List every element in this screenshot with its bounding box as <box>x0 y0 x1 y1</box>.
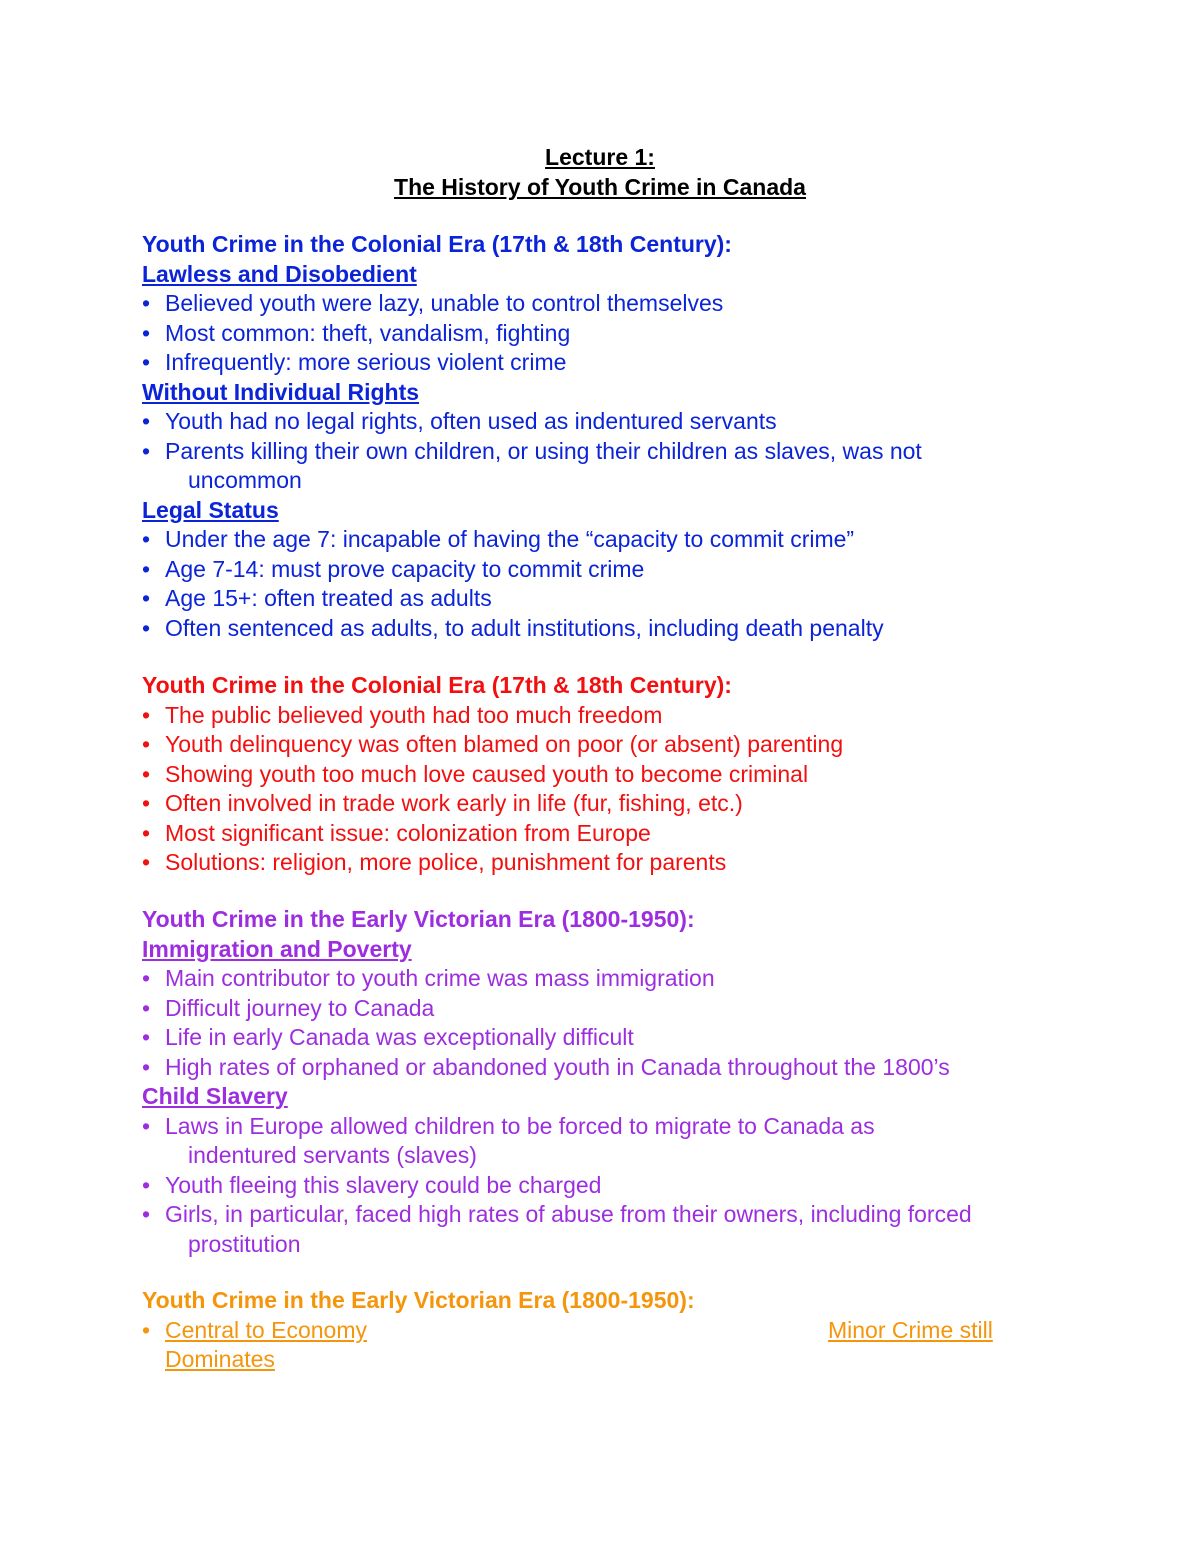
subheading-lawless: Lawless and Disobedient <box>142 260 417 287</box>
bullet-icon: • <box>142 585 151 611</box>
list-item: • Believed youth were lazy, unable to control themselves <box>142 289 1072 319</box>
bullet-icon: • <box>142 437 151 464</box>
subheading-individual-rights: Without Individual Rights <box>142 378 420 405</box>
list-item: • Parents killing their own children, or using their children as slaves, was not <box>142 437 1072 467</box>
list-item: • Youth fleeing this slavery could be charged <box>142 1171 1072 1201</box>
list-item-continuation: indentured servants (slaves) <box>188 1142 477 1168</box>
list-item: • Infrequently: more serious violent crime <box>142 348 1072 378</box>
bullet-icon: • <box>142 1112 151 1139</box>
list-item-continuation: uncommon <box>188 467 302 493</box>
minor-crime-link[interactable]: Minor Crime still <box>828 1316 993 1343</box>
section-heading: Youth Crime in the Colonial Era (17th & 18th Century): <box>142 231 732 257</box>
list-item: • Often sentenced as adults, to adult institutions, including death penalty <box>142 614 1072 644</box>
list-item: • Life in early Canada was exceptionally difficult <box>142 1023 1072 1053</box>
page-title-line2: The History of Youth Crime in Canada <box>394 174 806 200</box>
bullet-icon: • <box>142 1316 151 1343</box>
bullet-icon: • <box>142 526 151 552</box>
bullet-icon: • <box>142 819 151 846</box>
subheading-legal-status: Legal Status <box>142 496 279 523</box>
section-colonial-era-red <box>142 671 1072 878</box>
list-item: • The public believed youth had too much freedom <box>142 701 1072 731</box>
list-item-continuation <box>142 1345 1072 1375</box>
list-item <box>142 1316 1072 1346</box>
list-item: • Youth delinquency was often blamed on poor (or absent) parenting <box>142 730 1072 760</box>
bullet-icon: • <box>142 555 151 582</box>
section-victorian-era-orange <box>142 1286 1072 1375</box>
bullet-icon: • <box>142 1024 151 1050</box>
subheading-child-slavery: Child Slavery <box>142 1083 288 1109</box>
section-heading: Youth Crime in the Early Victorian Era (1800-1950): <box>142 1287 695 1313</box>
bullet-icon: • <box>142 614 151 641</box>
bullet-icon: • <box>142 408 151 434</box>
list-item: • Girls, in particular, faced high rates of abuse from their owners, including forced <box>142 1200 1072 1230</box>
page-title-line1: Lecture 1: <box>545 144 655 170</box>
list-item: • Showing youth too much love caused youth to become criminal <box>142 760 1072 790</box>
list-item-continuation: prostitution <box>188 1230 301 1257</box>
bullet-icon: • <box>142 1171 151 1198</box>
bullet-icon: • <box>142 1053 151 1080</box>
list-item: • Often involved in trade work early in life (fur, fishing, etc.) <box>142 789 1072 819</box>
bullet-icon: • <box>142 349 151 375</box>
list-item: • Laws in Europe allowed children to be forced to migrate to Canada as <box>142 1112 1072 1142</box>
subheading-immigration-poverty: Immigration and Poverty <box>142 935 412 962</box>
list-item: • Age 15+: often treated as adults <box>142 584 1072 614</box>
section-colonial-era-blue <box>142 230 1072 643</box>
section-heading: Youth Crime in the Colonial Era (17th & 18th Century): <box>142 672 732 698</box>
bullet-icon: • <box>142 965 151 991</box>
list-item: • Most common: theft, vandalism, fighting <box>142 319 1072 349</box>
bullet-icon: • <box>142 319 151 346</box>
bullet-icon: • <box>142 701 151 728</box>
bullet-icon: • <box>142 760 151 787</box>
bullet-icon: • <box>142 790 151 816</box>
bullet-icon: • <box>142 1201 151 1227</box>
list-item: • Main contributor to youth crime was mass immigration <box>142 964 1072 994</box>
list-item: • Age 7-14: must prove capacity to commit crime <box>142 555 1072 585</box>
central-to-economy-link[interactable]: Central to Economy <box>165 1316 367 1343</box>
bullet-icon: • <box>142 731 151 757</box>
list-item: • Difficult journey to Canada <box>142 994 1072 1024</box>
list-item: • Solutions: religion, more police, punishment for parents <box>142 848 1072 878</box>
list-item: • Under the age 7: incapable of having the “capacity to commit crime” <box>142 525 1072 555</box>
bullet-icon: • <box>142 849 151 875</box>
list-item: • High rates of orphaned or abandoned youth in Canada throughout the 1800’s <box>142 1053 1072 1083</box>
list-item: • Most significant issue: colonization from Europe <box>142 819 1072 849</box>
section-victorian-era-purple <box>142 905 1072 1259</box>
dominates-link[interactable]: Dominates <box>165 1346 275 1372</box>
section-heading: Youth Crime in the Early Victorian Era (1800-1950): <box>142 906 695 932</box>
bullet-icon: • <box>142 290 151 316</box>
list-item: • Youth had no legal rights, often used as indentured servants <box>142 407 1072 437</box>
bullet-icon: • <box>142 994 151 1021</box>
